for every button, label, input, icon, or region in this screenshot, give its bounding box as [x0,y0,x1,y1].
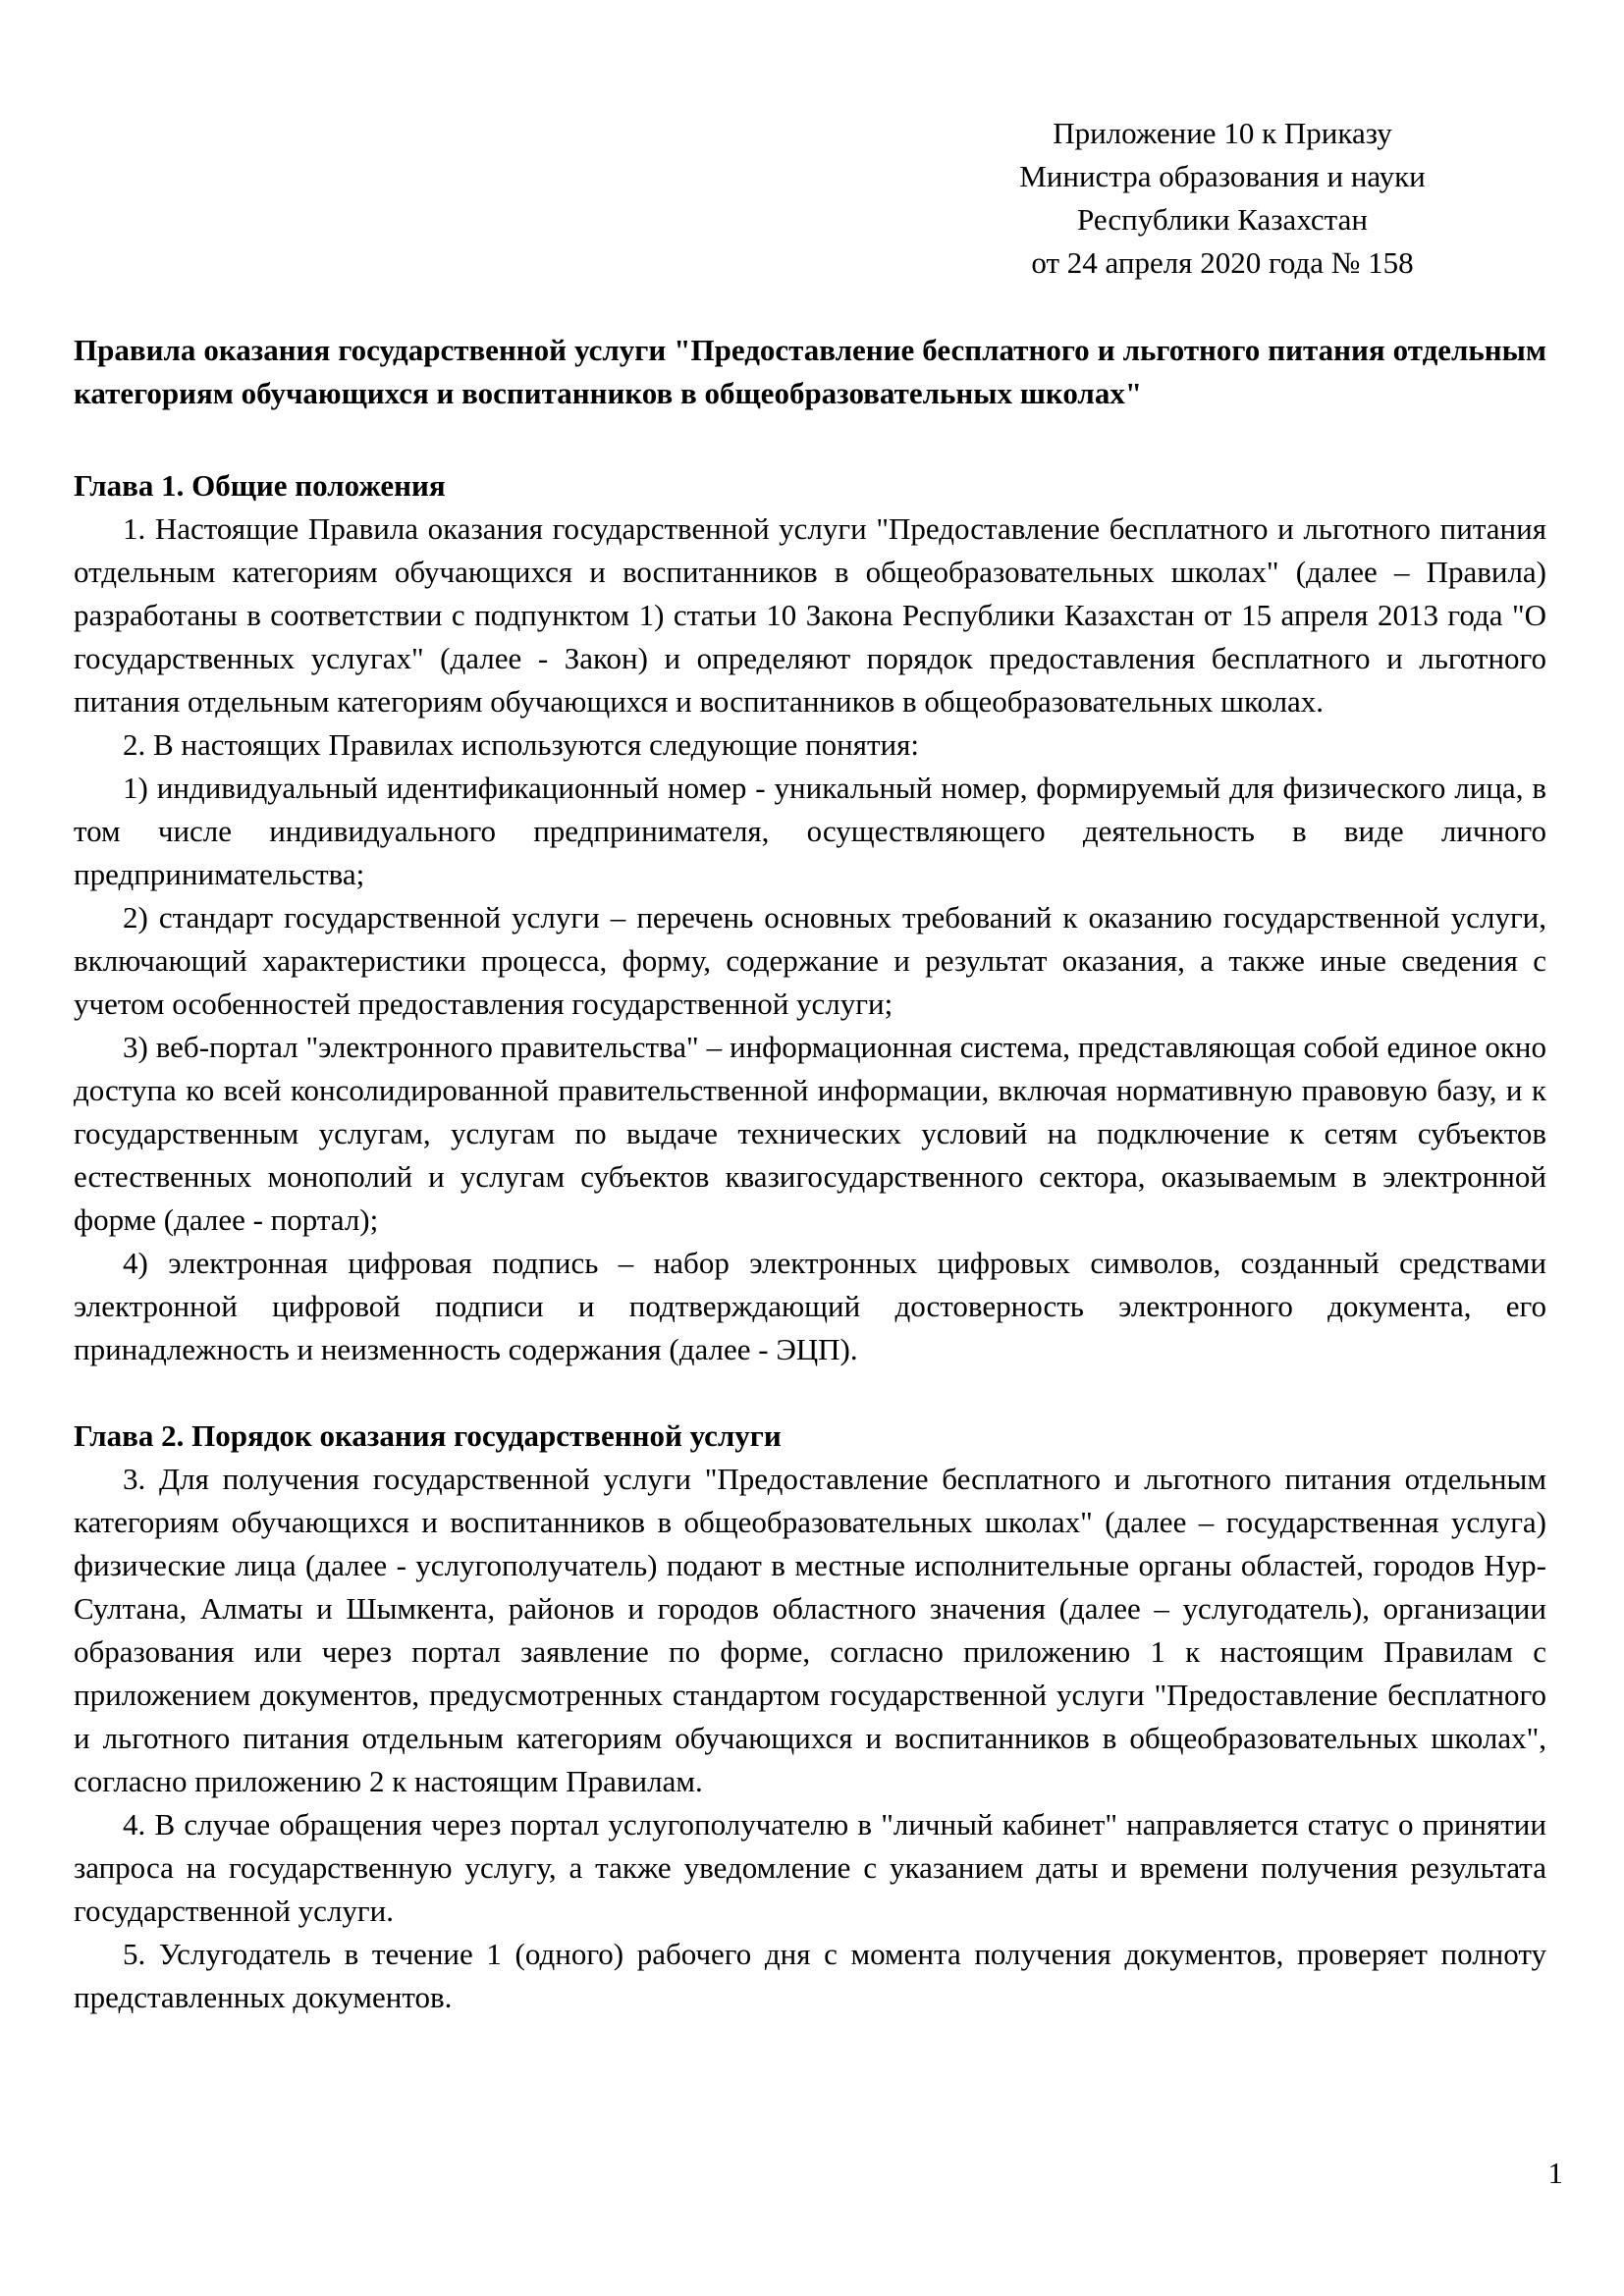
paragraph-1: 1. Настоящие Правила оказания государственной услуги "Предоставление бесплатного и льготного питания отдельным категориям обучающихся и воспитанников в общеобразовательных школах" (далее – Правила) разработаны в соответствии с подпунктом 1) статьи 10 Закона Республики Казахстан от 15 апреля 2013 года "О государственных услугах" (далее - Закон) и определяют порядок предоставления бесплатного и льготного питания отдельным категориям обучающихся и воспитанников в общеобразовательных школах. [74,511,1546,719]
order-reference-block [898,112,1546,285]
paragraph-2-subpoint-2: 2) стандарт государственной услуги – перечень основных требований к оказанию государственной услуги, включающий характеристики процесса, форму, содержание и результат оказания, а также иные сведения с учетом особенностей предоставления государственной услуги; [74,900,1546,1021]
order-reference-line: от 24 апреля 2020 года № 158 [1031,245,1414,280]
order-reference-line: Приложение 10 к Приказу [1053,116,1392,150]
paragraph-2-subpoint-3: 3) веб-портал "электронного правительства" – информационная система, представляющая собой единое окно доступа ко всей консолидированной правительственной информации, включая нормативную правовую базу, и к государственным услугам, услугам по выдаче технических условий на подключение к сетям субъектов естественных монополий и услугам субъектов квазигосударственного сектора, оказываемым в электронной форме (далее - портал); [74,1030,1546,1237]
paragraph-3: 3. Для получения государственной услуги "Предоставление бесплатного и льготного питания отдельным категориям обучающихся и воспитанников в общеобразовательных школах" (далее – государственная услуга) физические лица (далее - услугополучатель) подают в местные исполнительные органы областей, городов Нур-Султана, Алматы и Шымкента, районов и городов областного значения (далее – услугодатель), организации образования или через портал заявление по форме, согласно приложению 1 к настоящим Правилам с приложением документов, предусмотренных стандартом государственной услуги "Предоставление бесплатного и льготного питания отдельным категориям обучающихся и воспитанников в общеобразовательных школах", согласно приложению 2 к настоящим Правилам. [74,1462,1546,1798]
paragraph-5: 5. Услугодатель в течение 1 (одного) рабочего дня с момента получения документов, проверяет полноту представленных документов. [74,1937,1546,2014]
paragraph-2-subpoint-1: 1) индивидуальный идентификационный номер - уникальный номер, формируемый для физического лица, в том числе индивидуального предпринимателя, осуществляющего деятельность в виде личного предпринимательства; [74,771,1546,891]
paragraph-2-subpoint-4: 4) электронная цифровая подпись – набор электронных цифровых символов, созданный средствами электронной цифровой подписи и подтверждающий достоверность электронного документа, его принадлежность и неизменность содержания (далее - ЭЦП). [74,1246,1546,1366]
page-number: 1 [1547,2156,1563,2190]
order-reference-line: Министра образования и науки [1019,159,1426,193]
paragraph-4: 4. В случае обращения через портал услугополучателю в "личный кабинет" направляется статус о принятии запроса на государственную услугу, а также уведомление с указанием даты и времени получения результата государственной услуги. [74,1807,1546,1928]
document-title: Правила оказания государственной услуги "Предоставление бесплатного и льготного питания отдельным категориям обучающихся и воспитанников в общеобразовательных школах" [74,333,1546,410]
chapter-1-heading: Глава 1. Общие положения [74,468,446,503]
paragraph-2: 2. В настоящих Правилах используются следующие понятия: [123,727,920,762]
order-reference-line: Республики Казахстан [1077,202,1368,237]
chapter-2-heading: Глава 2. Порядок оказания государственной услуги [74,1418,782,1453]
